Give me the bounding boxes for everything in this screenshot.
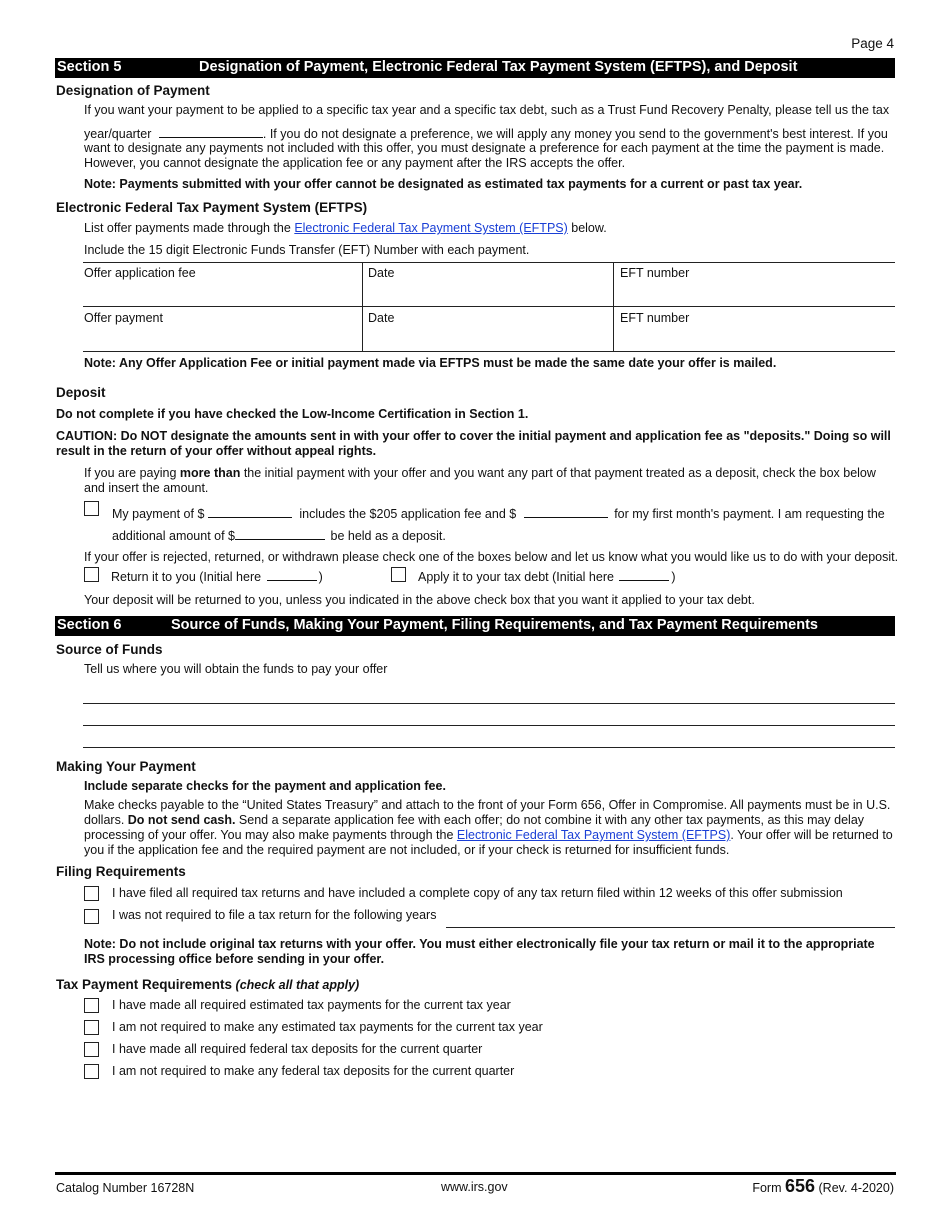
- deposit-heading: Deposit: [56, 385, 106, 400]
- eftps-list-text: List offer payments made through the Electronic Federal Tax Payment System (EFTPS) below.: [84, 221, 607, 235]
- apply-initial-field[interactable]: [619, 568, 669, 581]
- deposit-payment-line: My payment of $ includes the $205 application fee and $ for my first month's payment. I am requesting the: [112, 507, 885, 521]
- source-text: Tell us where you will obtain the funds to pay your offer: [84, 662, 388, 676]
- designation-text-4: However, you cannot designate the application fee or any payment after the IRS accepts the offer.: [84, 156, 626, 170]
- additional-amount-field[interactable]: [235, 527, 325, 540]
- section-5-title: Designation of Payment, Electronic Federal Tax Payment System (EFTPS), and Deposit: [199, 59, 798, 75]
- form-identifier: Form 656 (Rev. 4-2020): [752, 1176, 894, 1196]
- section-6-header: [55, 616, 895, 636]
- section-6-title: Source of Funds, Making Your Payment, Filing Requirements, and Tax Payment Requirements: [171, 617, 818, 633]
- first-month-amount-field[interactable]: [524, 505, 608, 518]
- deposit-paragraph-2: and insert the amount.: [84, 481, 209, 495]
- return-deposit-checkbox[interactable]: [84, 567, 99, 582]
- deposits-made-label: I have made all required federal tax deposits for the current quarter: [112, 1042, 483, 1056]
- offer-payment-field[interactable]: Offer payment: [84, 311, 163, 325]
- apply-deposit-checkbox[interactable]: [391, 567, 406, 582]
- filed-returns-checkbox[interactable]: [84, 886, 99, 901]
- making-heading: Making Your Payment: [56, 759, 196, 774]
- deposit-rejected-text: If your offer is rejected, returned, or withdrawn please check one of the boxes below and let us know what you would like us to do with your deposit.: [84, 550, 899, 564]
- taxpay-heading: Tax Payment Requirements (check all that apply): [56, 977, 360, 992]
- catalog-number: Catalog Number 16728N: [56, 1181, 195, 1195]
- estimated-not-required-checkbox[interactable]: [84, 1020, 99, 1035]
- not-required-file-checkbox[interactable]: [84, 909, 99, 924]
- eftps-note: Note: Any Offer Application Fee or initial payment made via EFTPS must be made the same date your offer is mailed.: [84, 356, 777, 370]
- section-5-number: Section 5: [57, 59, 122, 75]
- source-heading: Source of Funds: [56, 642, 163, 657]
- deposits-made-checkbox[interactable]: [84, 1042, 99, 1057]
- filing-note-2: IRS processing office before sending in your offer.: [84, 952, 385, 966]
- deposit-caution-1: CAUTION: Do NOT designate the amounts sent in with your offer to cover the initial payment and application fee as "deposits." Doing so will: [56, 429, 891, 443]
- designation-note: Note: Payments submitted with your offer cannot be designated as estimated tax payments for a current or past tax year.: [84, 177, 803, 191]
- designation-heading: Designation of Payment: [56, 83, 210, 98]
- deposits-not-required-label: I am not required to make any federal tax deposits for the current quarter: [112, 1064, 515, 1078]
- section-6-number: Section 6: [57, 617, 122, 633]
- eftps-heading: Electronic Federal Tax Payment System (EFTPS): [56, 200, 368, 215]
- offer-payment-date-field[interactable]: Date: [368, 311, 395, 325]
- offer-payment-eft-field[interactable]: EFT number: [620, 311, 690, 325]
- making-bold: Include separate checks for the payment and application fee.: [84, 779, 446, 793]
- year-quarter-label: year/quarter: [84, 127, 152, 141]
- deposits-not-required-checkbox[interactable]: [84, 1064, 99, 1079]
- estimated-not-required-label: I am not required to make any estimated tax payments for the current tax year: [112, 1020, 543, 1034]
- apply-deposit-label: Apply it to your tax debt (Initial here ): [418, 570, 676, 584]
- section-5-header: [55, 58, 895, 78]
- website: www.irs.gov: [441, 1180, 508, 1194]
- making-line-1: Make checks payable to the “United States Treasury” and attach to the front of your Form 656, Offer in Compromise. All payments must be in U.S.: [84, 798, 891, 812]
- footer-rule: [55, 1172, 896, 1175]
- application-fee-eft-field[interactable]: EFT number: [620, 266, 690, 280]
- filed-returns-label: I have filed all required tax returns and have included a complete copy of any tax return filed within 12 weeks of this offer submission: [112, 886, 843, 900]
- source-line-1[interactable]: [83, 703, 895, 704]
- return-initial-field[interactable]: [267, 568, 317, 581]
- deposit-additional-line: additional amount of $ be held as a deposit.: [112, 529, 446, 543]
- application-fee-date-field[interactable]: Date: [368, 266, 395, 280]
- page-number: Page 4: [851, 36, 894, 51]
- making-line-4: you if the application fee and the required payment are not included, or if your check is returned for insufficient funds.: [84, 843, 730, 857]
- estimated-paid-label: I have made all required estimated tax payments for the current tax year: [112, 998, 511, 1012]
- making-eftps-link[interactable]: Electronic Federal Tax Payment System (EFTPS): [456, 828, 731, 842]
- designation-text-2: year/quarter . If you do not designate a preference, we will apply any money you send to the government's best interest. If you: [84, 127, 888, 141]
- designation-text-3: want to designate any payments not included with this offer, you must designate a preference for each payment at the time the payment is made.: [84, 141, 885, 155]
- designation-text-1: If you want your payment to be applied to a specific tax year and a specific tax debt, such as a Trust Fund Recovery Penalty, please tell us the tax: [84, 103, 890, 117]
- deposit-returned-note: Your deposit will be returned to you, unless you indicated in the above check box that you want it applied to your tax debt.: [84, 593, 755, 607]
- making-line-2: dollars. Do not send cash. Send a separate application fee with each offer; do not combine it with any other tax payments, as this may delay: [84, 813, 865, 827]
- deposit-paragraph-1: If you are paying more than the initial payment with your offer and you want any part of that payment treated as a deposit, check the box below: [84, 466, 876, 480]
- not-required-file-label: I was not required to file a tax return for the following years: [112, 908, 437, 922]
- making-line-3: processing of your offer. You may also make payments through the Electronic Federal Tax Payment System (EFTPS). Your offer will be returned to: [84, 828, 893, 842]
- eftps-link[interactable]: Electronic Federal Tax Payment System (EFTPS): [294, 221, 568, 235]
- deposit-noncomplete: Do not complete if you have checked the Low-Income Certification in Section 1.: [56, 407, 529, 421]
- filing-note-1: Note: Do not include original tax returns with your offer. You must either electronically file your tax return or mail it to the appropriate: [84, 937, 875, 951]
- source-line-2[interactable]: [83, 725, 895, 726]
- estimated-paid-checkbox[interactable]: [84, 998, 99, 1013]
- return-deposit-label: Return it to you (Initial here ): [111, 570, 323, 584]
- deposit-checkbox[interactable]: [84, 501, 99, 516]
- offer-application-fee-field[interactable]: Offer application fee: [84, 266, 196, 280]
- deposit-caution-2: result in the return of your offer without appeal rights.: [56, 444, 377, 458]
- eftps-table: [83, 262, 895, 352]
- eftps-include-text: Include the 15 digit Electronic Funds Transfer (EFT) Number with each payment.: [84, 243, 530, 257]
- payment-amount-field[interactable]: [208, 505, 292, 518]
- not-required-years-field[interactable]: [446, 927, 895, 928]
- source-line-3[interactable]: [83, 747, 895, 748]
- filing-heading: Filing Requirements: [56, 864, 186, 879]
- year-quarter-field[interactable]: [159, 125, 263, 138]
